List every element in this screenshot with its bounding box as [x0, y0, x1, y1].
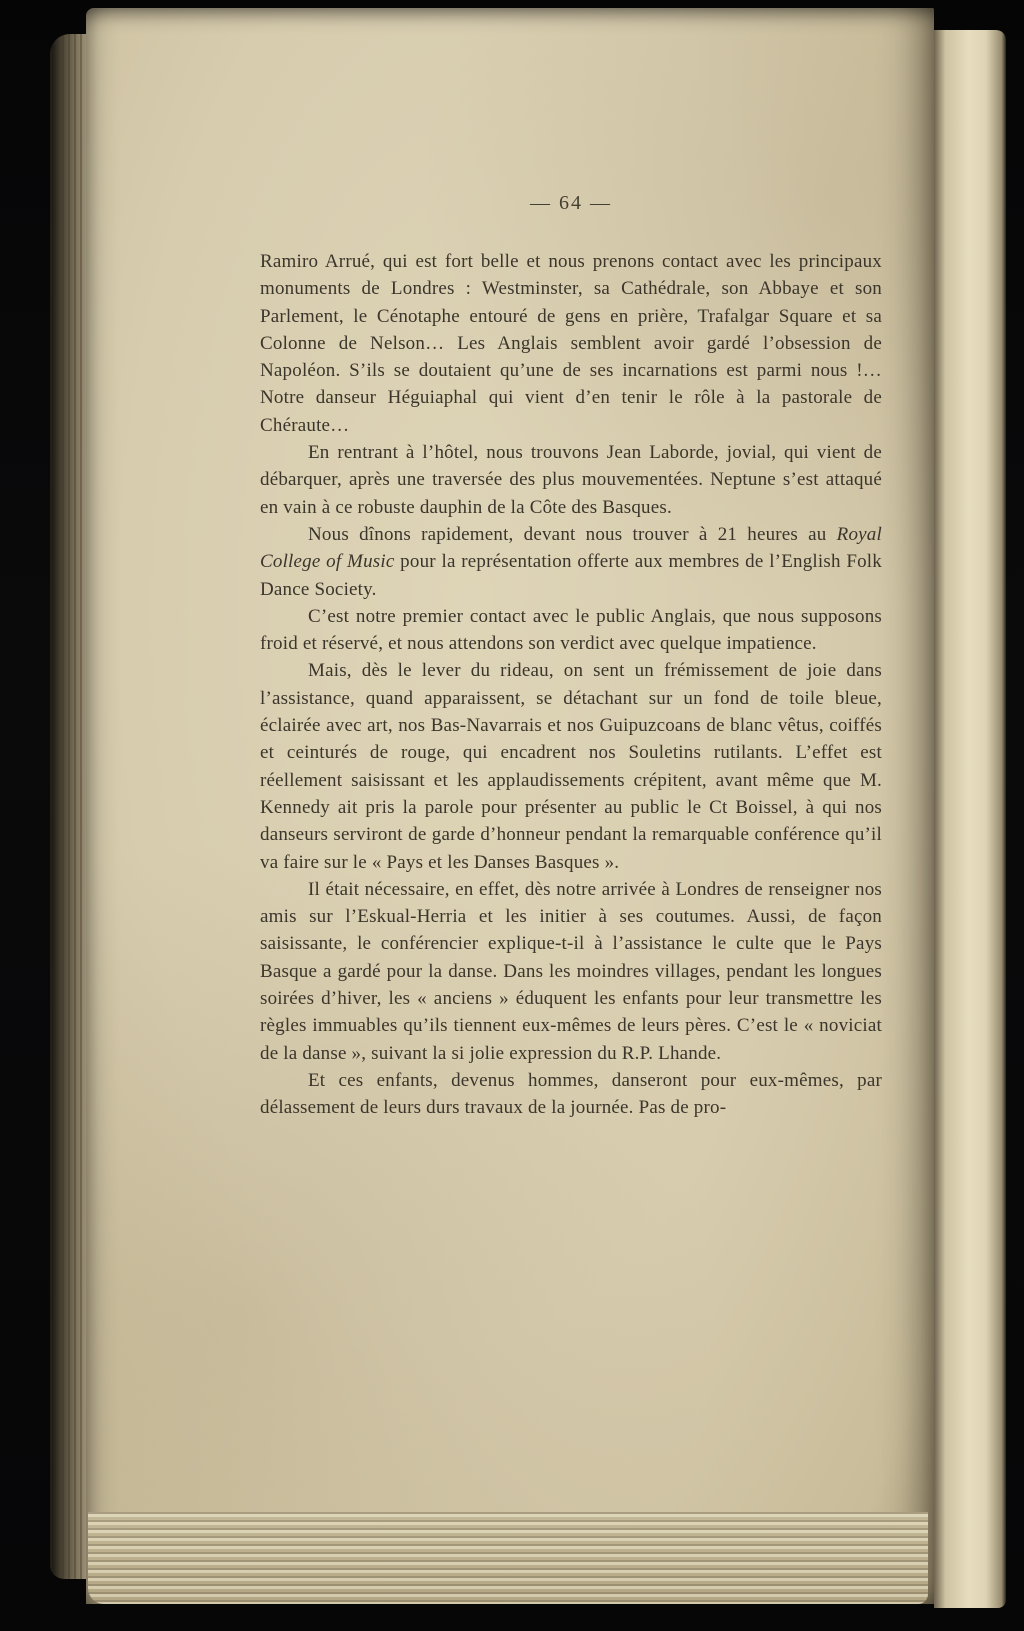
adjacent-page-edge — [934, 30, 1006, 1608]
paragraph: Ramiro Arrué, qui est fort belle et nous prenons contact avec les principaux monuments de Londres : Westminster, sa Cathédrale, son Abbaye et son Parlement, le Cénotaphe entouré de gens en prière, Trafalgar Square et sa Colonne de Nelson… Les Anglais semblent avoir gardé l’obsession de Napoléon. S’ils se doutaient qu’une de ses incarnations est parmi nous !… Notre danseur Héguiaphal qui vient d’en tenir le rôle à la pastorale de Chéraute… — [260, 251, 882, 436]
paragraph — [260, 521, 882, 603]
paragraph-text: pour la représentation offerte aux membres de l’English Folk Dance Society. — [260, 551, 882, 600]
paragraph: Mais, dès le lever du rideau, on sent un frémissement de joie dans l’assistance, quand apparaissent, se détachant sur un fond de toile bleue, éclairée avec art, nos Bas-Navarrais et nos Guipuzcoans de blanc vêtus, coiffés et ceinturés de rouge, qui encadrent nos Souletins rutilants. L’effet est réellement saisissant et les applaudissements crépitent, avant même que M. Kennedy ait pris la parole pour présenter au public le Ct Boissel, à qui nos danseurs serviront de garde d’honneur pendant la remarquable conférence qu’il va faire sur le « Pays et les Danses Basques ». — [260, 660, 882, 873]
paragraph: En rentrant à l’hôtel, nous trouvons Jean Laborde, jovial, qui vient de débarquer, après une traversée des plus mouvementées. Neptune s’est attaqué en vain à ce robuste dauphin de la Côte des Basques. — [260, 442, 882, 518]
text-block — [260, 248, 882, 1122]
page-number: — 64 — — [530, 192, 612, 214]
paragraph: Et ces enfants, devenus hommes, danseront pour eux-mêmes, par délassement de leurs durs travaux de la journée. Pas de pro- — [260, 1069, 882, 1119]
paragraph: C’est notre premier contact avec le public Anglais, que nous supposons froid et réservé, et nous attendons son verdict avec quelque impatience. — [260, 605, 882, 655]
italic-title: Royal College of Music — [260, 523, 882, 573]
paragraph-text: Nous dînons rapidement, devant nous trouver à 21 heures au — [308, 523, 837, 545]
paragraph: Il était nécessaire, en effet, dès notre arrivée à Londres de renseigner nos amis sur l’Eskual-Herria et les initier à ses coutumes. Aussi, de façon saisissante, le conférencier explique-t-il à l’assistance le culte que le Pays Basque a gardé pour la danse. Dans les moindres villages, pendant les longues soirées d’hiver, les « anciens » éduquent les enfants pour leur transmettre les règles immuables qu’ils tiennent eux-mêmes de leurs pères. C’est le « noviciat de la danse », suivant la si jolie expression du R.P. Lhande. — [260, 878, 882, 1064]
book-page — [86, 8, 934, 1604]
